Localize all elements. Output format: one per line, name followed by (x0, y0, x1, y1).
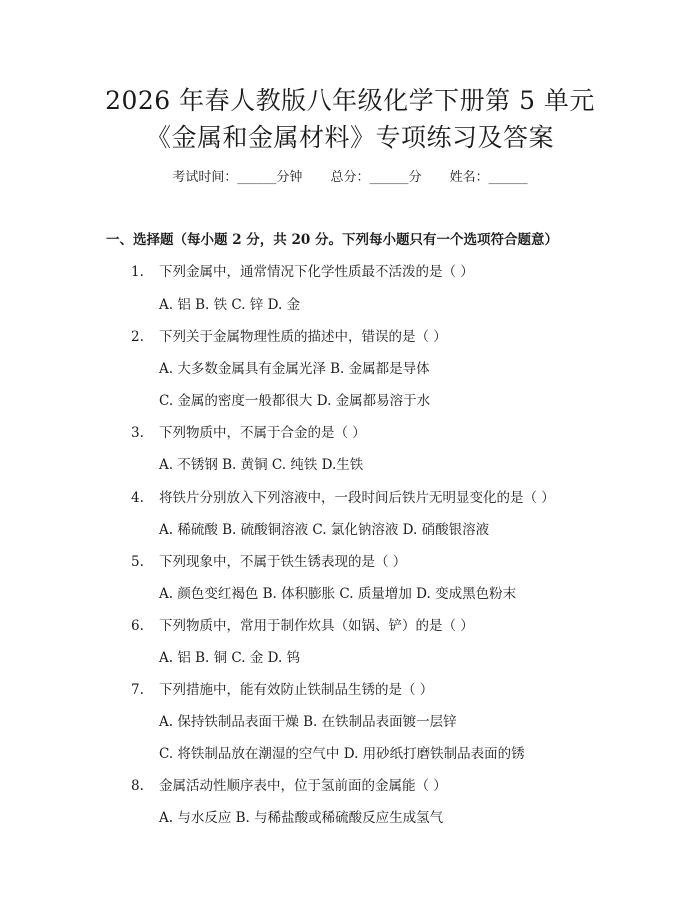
question-number: 4. (131, 490, 144, 506)
exam-info-line (0, 169, 700, 187)
section-heading-multiple-choice: 一、选择题（每小题 2 分，共 20 分。下列每小题只有一个选项符合题意） (106, 232, 558, 248)
question-number: 7. (131, 682, 144, 698)
question-number: 6. (131, 618, 144, 634)
exam-time-field: 考试时间：______分钟 (172, 170, 303, 185)
question-text: 下列物质中，不属于合金的是（ ） (159, 425, 366, 441)
question-2-options-row-1: A. 大多数金属具有金属光泽 B. 金属都是导体 (159, 361, 430, 377)
question-3-options: A. 不锈钢 B. 黄铜 C. 纯铁 D.生铁 (159, 457, 364, 473)
question-text: 下列物质中，常用于制作炊具（如锅、铲）的是（ ） (159, 618, 474, 634)
question-number: 8. (131, 778, 144, 794)
total-score-field: 总分：______分 (330, 170, 422, 185)
question-text: 下列关于金属物理性质的描述中，错误的是（ ） (159, 329, 447, 345)
question-7-options-row-1: A. 保持铁制品表面干燥 B. 在铁制品表面镀一层锌 (159, 714, 457, 730)
question-text: 下列现象中，不属于铁生锈表现的是（ ） (159, 554, 407, 570)
question-text: 金属活动性顺序表中，位于氢前面的金属能（ ） (159, 778, 447, 794)
question-number: 3. (131, 425, 144, 441)
question-1-options: A. 铝 B. 铁 C. 锌 D. 金 (159, 297, 301, 313)
question-4-options: A. 稀硫酸 B. 硫酸铜溶液 C. 氯化钠溶液 D. 硝酸银溶液 (159, 522, 490, 538)
question-text: 下列措施中，能有效防止铁制品生锈的是（ ） (159, 682, 434, 698)
question-number: 2. (131, 329, 144, 345)
question-8-options: A. 与水反应 B. 与稀盐酸或稀硫酸反应生成氢气 (159, 810, 444, 826)
question-7-options-row-2: C. 将铁制品放在潮湿的空气中 D. 用砂纸打磨铁制品表面的锈 (159, 746, 525, 762)
document-title-line-2: 《金属和金属材料》专项练习及答案 (145, 123, 554, 152)
question-5-options: A. 颜色变红褐色 B. 体积膨胀 C. 质量增加 D. 变成黑色粉末 (159, 586, 517, 602)
question-text: 将铁片分别放入下列溶液中，一段时间后铁片无明显变化的是（ ） (159, 490, 555, 506)
question-number: 1. (131, 264, 144, 280)
question-text: 下列金属中，通常情况下化学性质最不活泼的是（ ） (159, 264, 474, 280)
student-name-field: 姓名：______ (449, 170, 528, 185)
question-number: 5. (131, 554, 144, 570)
question-2-options-row-2: C. 金属的密度一般都很大 D. 金属都易溶于水 (159, 393, 431, 409)
document-title-line-1: 2026 年春人教版八年级化学下册第 5 单元 (105, 86, 595, 115)
question-6-options: A. 铝 B. 铜 C. 金 D. 钨 (159, 650, 301, 666)
